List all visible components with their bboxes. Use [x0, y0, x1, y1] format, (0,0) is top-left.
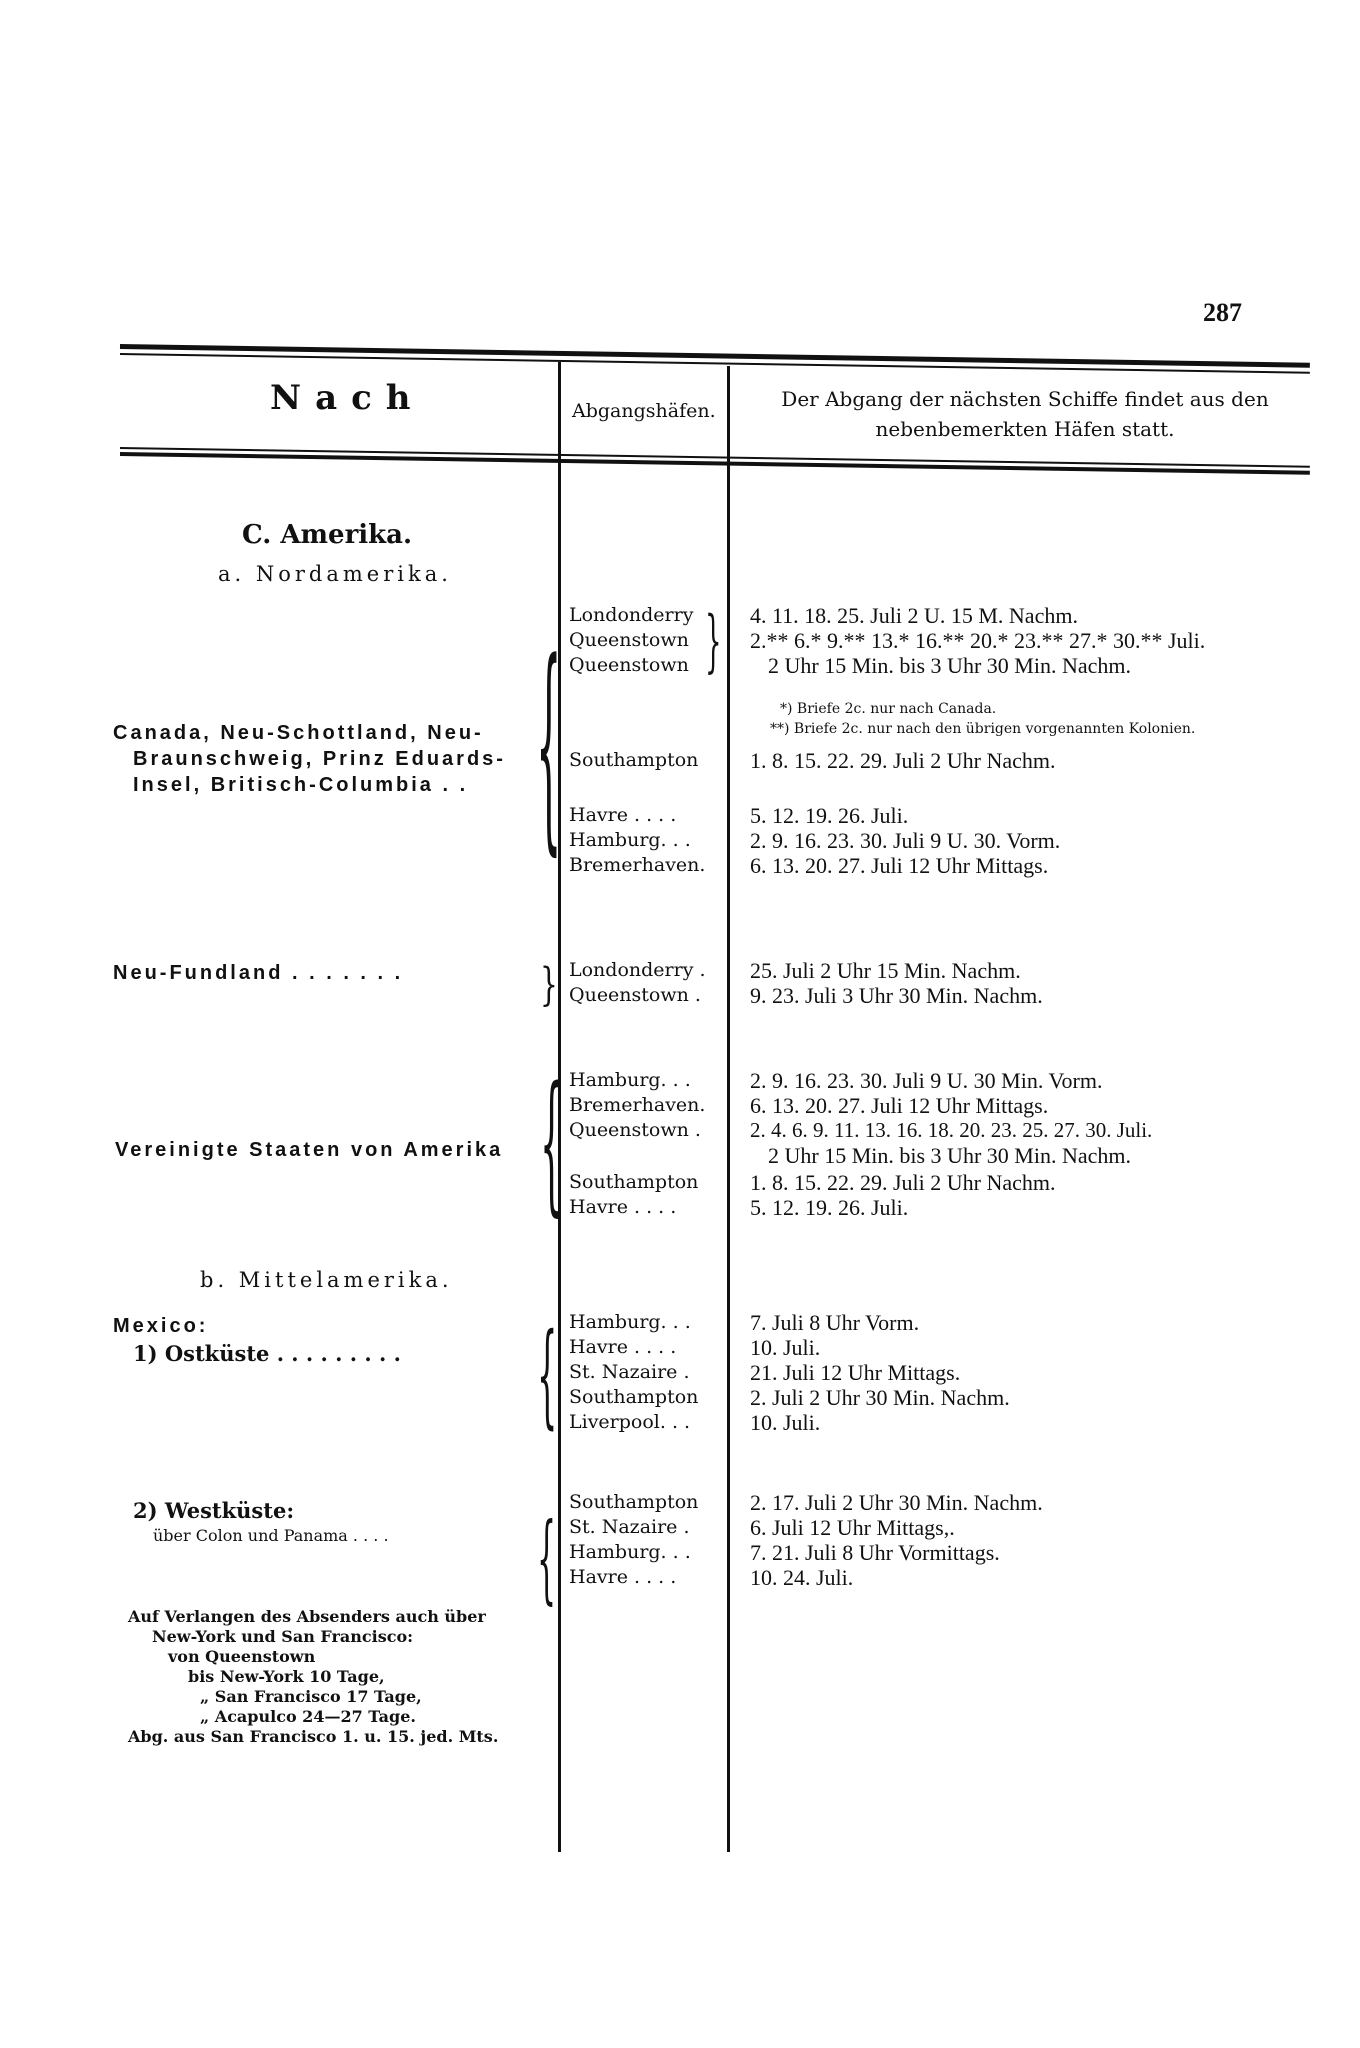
destination-usa: Vereinigte Staaten von Amerika — [115, 1139, 504, 1161]
schedule-entry: 2. Juli 2 Uhr 30 Min. Nachm. — [750, 1385, 1010, 1410]
schedule-entry: 2.** 6.* 9.** 13.* 16.** 20.* 23.** 27.* 30.** Juli. — [750, 628, 1206, 653]
port-havre: Havre . . . . — [569, 1566, 677, 1588]
schedule-entry: 5. 12. 19. 26. Juli. — [750, 803, 909, 828]
brace-usa: { — [540, 1060, 563, 1233]
port-southampton: Southampton — [569, 749, 699, 771]
section-title: C. Amerika. — [242, 520, 413, 550]
port-liverpool: Liverpool. . . — [569, 1411, 691, 1433]
schedule-entry: 6. 13. 20. 27. Juli 12 Uhr Mittags. — [750, 853, 1049, 878]
brace-neufundland: } — [540, 958, 558, 1011]
destination-canada-line-2: Braunschweig, Prinz Eduards- — [133, 748, 506, 770]
port-hamburg: Hamburg. . . — [569, 829, 691, 851]
destination-mexico-west-coast: 2) Westküste: — [133, 1498, 295, 1523]
schedule-entry: 9. 23. Juli 3 Uhr 30 Min. Nachm. — [750, 983, 1043, 1008]
schedule-entry: 10. Juli. — [750, 1335, 821, 1360]
brace-mexico-west: { — [537, 1505, 557, 1617]
brace-canada: { — [536, 620, 562, 878]
side-note-line: Auf Verlangen des Absenders auch über — [128, 1607, 486, 1626]
port-havre: Havre . . . . — [569, 804, 677, 826]
page-number: 287 — [1203, 298, 1242, 327]
column-divider-schedule — [727, 366, 730, 1852]
schedule-entry: 2. 9. 16. 23. 30. Juli 9 U. 30. Vorm. — [750, 828, 1061, 853]
brace-queenstown-group: } — [705, 604, 722, 682]
port-queenstown: Queenstown — [569, 629, 689, 651]
schedule-entry: 2 Uhr 15 Min. bis 3 Uhr 30 Min. Nachm. — [768, 1143, 1131, 1168]
schedule-entry: 1. 8. 15. 22. 29. Juli 2 Uhr Nachm. — [750, 748, 1056, 773]
header-description: Der Abgang der nächsten Schiffe findet aus den nebenbemerkten Häfen statt. — [781, 387, 1269, 441]
schedule-entry: 25. Juli 2 Uhr 15 Min. Nachm. — [750, 958, 1021, 983]
side-note-line: „ San Francisco 17 Tage, — [200, 1687, 422, 1706]
port-bremerhaven: Bremerhaven. — [569, 1094, 706, 1116]
port-hamburg: Hamburg. . . — [569, 1069, 691, 1091]
schedule-entry: 21. Juli 12 Uhr Mittags. — [750, 1360, 961, 1385]
schedule-entry: 2. 9. 16. 23. 30. Juli 9 U. 30 Min. Vorm. — [750, 1068, 1103, 1093]
port-southampton: Southampton — [569, 1491, 699, 1513]
port-havre: Havre . . . . — [569, 1336, 677, 1358]
subsection-central-america: b. Mittelamerika. — [200, 1268, 453, 1292]
schedule-entry: 7. Juli 8 Uhr Vorm. — [750, 1310, 920, 1335]
schedule-entry: 10. Juli. — [750, 1410, 821, 1435]
destination-mexico-east-coast: 1) Ostküste . . . . . . . . . — [133, 1341, 401, 1366]
schedule-entry: 1. 8. 15. 22. 29. Juli 2 Uhr Nachm. — [750, 1170, 1056, 1195]
side-note-line: Abg. aus San Francisco 1. u. 15. jed. Mts. — [128, 1727, 499, 1746]
subsection-north-america: a. Nordamerika. — [218, 562, 452, 586]
destination-mexico: Mexico: — [113, 1315, 209, 1337]
port-bremerhaven: Bremerhaven. — [569, 854, 706, 876]
side-note-line: New-York und San Francisco: — [152, 1627, 414, 1646]
port-st-nazaire: St. Nazaire . — [569, 1516, 690, 1538]
port-queenstown: Queenstown . — [569, 1119, 701, 1141]
side-note-line: „ Acapulco 24—27 Tage. — [200, 1707, 416, 1726]
port-queenstown: Queenstown — [569, 654, 689, 676]
destination-mexico-west-route: über Colon und Panama . . . . — [153, 1526, 389, 1545]
schedule-entry: 6. Juli 12 Uhr Mittags,. — [750, 1515, 955, 1540]
schedule-entry: 2. 17. Juli 2 Uhr 30 Min. Nachm. — [750, 1490, 1043, 1515]
port-southampton: Southampton — [569, 1171, 699, 1193]
schedule-entry: 6. 13. 20. 27. Juli 12 Uhr Mittags. — [750, 1093, 1049, 1118]
schedule-entry: 2. 4. 6. 9. 11. 13. 16. 18. 20. 23. 25. 27. 30. Juli. — [750, 1118, 1153, 1142]
footnote-single-star: *) Briefe 2c. nur nach Canada. — [780, 701, 997, 717]
side-note-line: bis New-York 10 Tage, — [188, 1667, 385, 1686]
port-southampton: Southampton — [569, 1386, 699, 1408]
port-hamburg: Hamburg. . . — [569, 1311, 691, 1333]
port-queenstown: Queenstown . — [569, 984, 701, 1006]
schedule-entry: 2 Uhr 15 Min. bis 3 Uhr 30 Min. Nachm. — [768, 653, 1131, 678]
destination-canada-line-3: Insel, Britisch-Columbia . . — [133, 774, 469, 796]
port-hamburg: Hamburg. . . — [569, 1541, 691, 1563]
schedule-entry: 7. 21. Juli 8 Uhr Vormittags. — [750, 1540, 1000, 1565]
port-havre: Havre . . . . — [569, 1196, 677, 1218]
schedule-entry: 5. 12. 19. 26. Juli. — [750, 1195, 909, 1220]
header-ports: Abgangshäfen. — [572, 400, 716, 422]
port-st-nazaire: St. Nazaire . — [569, 1361, 690, 1383]
schedule-entry: 10. 24. Juli. — [750, 1565, 854, 1590]
schedule-entry: 4. 11. 18. 25. Juli 2 U. 15 M. Nachm. — [750, 603, 1078, 628]
port-londonderry: Londonderry . — [569, 959, 706, 981]
destination-neufundland: Neu-Fundland . . . . . . . — [113, 962, 404, 984]
brace-mexico-east: { — [537, 1308, 558, 1441]
footnote-double-star: **) Briefe 2c. nur nach den übrigen vorgenannten Kolonien. — [770, 721, 1196, 737]
port-londonderry: Londonderry — [569, 604, 694, 626]
side-note-line: von Queenstown — [168, 1647, 316, 1666]
destination-canada-line-1: Canada, Neu-Schottland, Neu- — [113, 722, 484, 744]
header-destination: Nach — [270, 378, 425, 418]
